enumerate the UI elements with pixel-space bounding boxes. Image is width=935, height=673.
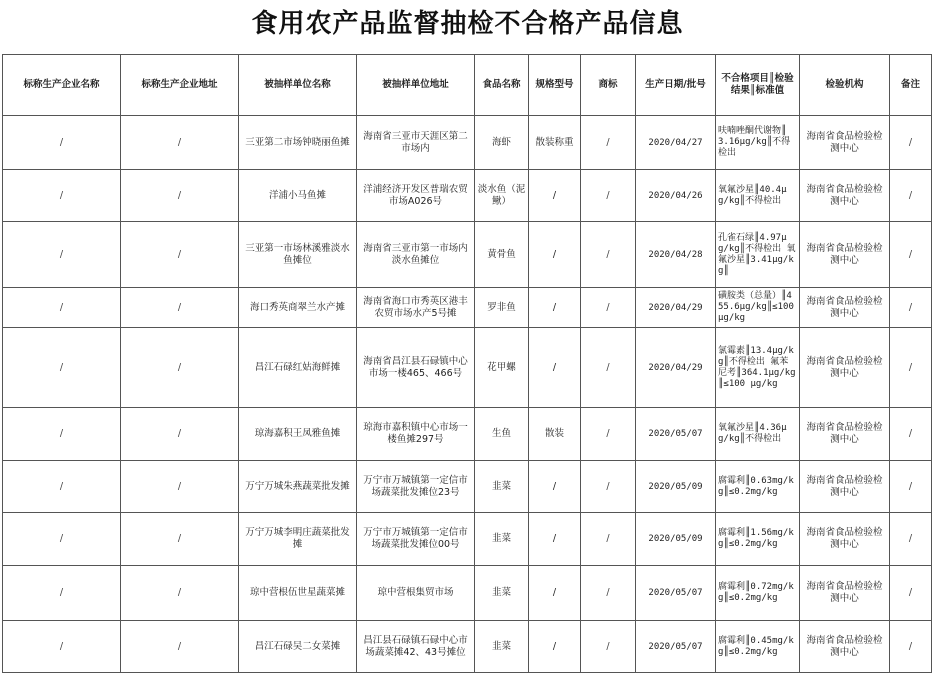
cell-unit: 万宁万城李明庄蔬菜批发摊 <box>239 513 357 566</box>
cell-mfr-name: / <box>3 566 121 621</box>
header-date: 生产日期/批号 <box>636 55 716 116</box>
cell-note: / <box>890 621 932 673</box>
header-brand: 商标 <box>581 55 636 116</box>
cell-mfr-addr: / <box>121 288 239 328</box>
header-unit-addr: 被抽样单位地址 <box>357 55 475 116</box>
cell-unit: 昌江石碌红姑海鲜摊 <box>239 328 357 408</box>
cell-unit-addr: 海南省三亚市天涯区第二市场内 <box>357 116 475 170</box>
cell-item: 氧氟沙星║4.36μg/kg║不得检出 <box>716 408 800 461</box>
table-row <box>3 566 932 621</box>
cell-brand: / <box>581 222 636 288</box>
cell-food: 海虾 <box>475 116 529 170</box>
cell-item: 腐霉利║0.72mg/kg║≤0.2mg/kg <box>716 566 800 621</box>
cell-org: 海南省食品检验检测中心 <box>800 461 890 513</box>
cell-spec: / <box>529 288 581 328</box>
cell-spec: / <box>529 328 581 408</box>
cell-mfr-name: / <box>3 328 121 408</box>
cell-unit: 琼中营根伍世星蔬菜摊 <box>239 566 357 621</box>
cell-note: / <box>890 116 932 170</box>
cell-food: 韭菜 <box>475 461 529 513</box>
cell-date: 2020/05/09 <box>636 461 716 513</box>
cell-brand: / <box>581 408 636 461</box>
cell-item: 孔雀石绿║4.97μg/kg║不得检出 氧氟沙星║3.41μg/kg║ <box>716 222 800 288</box>
header-unit: 被抽样单位名称 <box>239 55 357 116</box>
header-note: 备注 <box>890 55 932 116</box>
cell-brand: / <box>581 116 636 170</box>
cell-unit-addr: 昌江县石碌镇石碌中心市场蔬菜摊42、43号摊位 <box>357 621 475 673</box>
table-row <box>3 328 932 408</box>
cell-mfr-name: / <box>3 288 121 328</box>
cell-date: 2020/04/29 <box>636 288 716 328</box>
cell-mfr-addr: / <box>121 461 239 513</box>
cell-note: / <box>890 222 932 288</box>
cell-unit: 万宁万城朱燕蔬菜批发摊 <box>239 461 357 513</box>
cell-spec: 散装 <box>529 408 581 461</box>
cell-unit-addr: 海南省昌江县石碌镇中心市场一楼465、466号 <box>357 328 475 408</box>
cell-spec: / <box>529 461 581 513</box>
cell-item: 氯霉素║13.4μg/kg║不得检出 氟苯尼考║364.1μg/kg║≤100 μg/kg <box>716 328 800 408</box>
cell-mfr-name: / <box>3 222 121 288</box>
cell-unit: 三亚第一市场林溪雅淡水鱼摊位 <box>239 222 357 288</box>
cell-mfr-addr: / <box>121 116 239 170</box>
cell-item: 磺胺类（总量）║455.6μg/kg║≤100μg/kg <box>716 288 800 328</box>
header-org: 检验机构 <box>800 55 890 116</box>
table-header-row <box>3 55 932 116</box>
cell-note: / <box>890 288 932 328</box>
cell-unit-addr: 万宁市万城镇第一定信市场蔬菜批发摊位00号 <box>357 513 475 566</box>
cell-unit-addr: 洋浦经济开发区普瑞农贸市场A026号 <box>357 170 475 222</box>
cell-food: 韭菜 <box>475 566 529 621</box>
table-row <box>3 222 932 288</box>
cell-unit-addr: 海南省三亚市第一市场内淡水鱼摊位 <box>357 222 475 288</box>
table-row <box>3 621 932 673</box>
cell-brand: / <box>581 513 636 566</box>
cell-mfr-name: / <box>3 461 121 513</box>
cell-date: 2020/04/27 <box>636 116 716 170</box>
cell-unit-addr: 琼海市嘉积镇中心市场一楼鱼摊297号 <box>357 408 475 461</box>
cell-item: 腐霉利║0.45mg/kg║≤0.2mg/kg <box>716 621 800 673</box>
cell-note: / <box>890 328 932 408</box>
cell-unit: 昌江石碌吴二女菜摊 <box>239 621 357 673</box>
header-mfr-addr: 标称生产企业地址 <box>121 55 239 116</box>
cell-org: 海南省食品检验检测中心 <box>800 513 890 566</box>
header-food: 食品名称 <box>475 55 529 116</box>
table-row <box>3 408 932 461</box>
cell-org: 海南省食品检验检测中心 <box>800 408 890 461</box>
cell-date: 2020/04/28 <box>636 222 716 288</box>
cell-note: / <box>890 513 932 566</box>
cell-spec: / <box>529 170 581 222</box>
cell-brand: / <box>581 461 636 513</box>
cell-brand: / <box>581 621 636 673</box>
cell-org: 海南省食品检验检测中心 <box>800 328 890 408</box>
cell-spec: / <box>529 566 581 621</box>
cell-item: 氧氟沙星║40.4μg/kg║不得检出 <box>716 170 800 222</box>
cell-date: 2020/04/29 <box>636 328 716 408</box>
cell-food: 黄骨鱼 <box>475 222 529 288</box>
cell-mfr-name: / <box>3 116 121 170</box>
header-spec: 规格型号 <box>529 55 581 116</box>
cell-item: 呋喃唑酮代谢物║3.16μg/kg║不得检出 <box>716 116 800 170</box>
cell-brand: / <box>581 288 636 328</box>
cell-note: / <box>890 461 932 513</box>
cell-item: 腐霉利║1.56mg/kg║≤0.2mg/kg <box>716 513 800 566</box>
results-table <box>2 54 932 673</box>
cell-brand: / <box>581 170 636 222</box>
cell-mfr-addr: / <box>121 621 239 673</box>
cell-unit-addr: 万宁市万城镇第一定信市场蔬菜批发摊位23号 <box>357 461 475 513</box>
page-title: 食用农产品监督抽检不合格产品信息 <box>251 9 684 39</box>
cell-mfr-name: / <box>3 621 121 673</box>
cell-org: 海南省食品检验检测中心 <box>800 170 890 222</box>
cell-spec: / <box>529 621 581 673</box>
cell-date: 2020/05/09 <box>636 513 716 566</box>
cell-mfr-addr: / <box>121 222 239 288</box>
cell-mfr-addr: / <box>121 566 239 621</box>
cell-unit: 三亚第二市场钟晓丽鱼摊 <box>239 116 357 170</box>
cell-mfr-addr: / <box>121 408 239 461</box>
cell-org: 海南省食品检验检测中心 <box>800 116 890 170</box>
table-row <box>3 116 932 170</box>
cell-note: / <box>890 566 932 621</box>
cell-spec: / <box>529 222 581 288</box>
cell-unit: 琼海嘉积王凤雅鱼摊 <box>239 408 357 461</box>
cell-date: 2020/05/07 <box>636 566 716 621</box>
cell-mfr-addr: / <box>121 170 239 222</box>
cell-food: 花甲螺 <box>475 328 529 408</box>
cell-unit-addr: 琼中营根集贸市场 <box>357 566 475 621</box>
cell-food: 淡水鱼（泥鳅） <box>475 170 529 222</box>
cell-note: / <box>890 170 932 222</box>
cell-unit: 洋浦小马鱼摊 <box>239 170 357 222</box>
cell-mfr-addr: / <box>121 513 239 566</box>
cell-food: 罗非鱼 <box>475 288 529 328</box>
cell-food: 韭菜 <box>475 621 529 673</box>
cell-date: 2020/05/07 <box>636 408 716 461</box>
cell-mfr-name: / <box>3 513 121 566</box>
cell-mfr-name: / <box>3 408 121 461</box>
cell-org: 海南省食品检验检测中心 <box>800 621 890 673</box>
cell-brand: / <box>581 328 636 408</box>
table-row <box>3 170 932 222</box>
cell-date: 2020/04/26 <box>636 170 716 222</box>
cell-mfr-addr: / <box>121 328 239 408</box>
cell-food: 生鱼 <box>475 408 529 461</box>
header-mfr-name: 标称生产企业名称 <box>3 55 121 116</box>
cell-mfr-name: / <box>3 170 121 222</box>
cell-org: 海南省食品检验检测中心 <box>800 288 890 328</box>
cell-org: 海南省食品检验检测中心 <box>800 222 890 288</box>
cell-date: 2020/05/07 <box>636 621 716 673</box>
cell-item: 腐霉利║0.63mg/kg║≤0.2mg/kg <box>716 461 800 513</box>
cell-unit-addr: 海南省海口市秀英区港丰农贸市场水产5号摊 <box>357 288 475 328</box>
table-row <box>3 288 932 328</box>
cell-note: / <box>890 408 932 461</box>
table-row <box>3 461 932 513</box>
cell-food: 韭菜 <box>475 513 529 566</box>
cell-spec: / <box>529 513 581 566</box>
header-item: 不合格项目║检验结果║标准值 <box>716 55 800 116</box>
table-row <box>3 513 932 566</box>
cell-spec: 散装称重 <box>529 116 581 170</box>
cell-org: 海南省食品检验检测中心 <box>800 566 890 621</box>
cell-brand: / <box>581 566 636 621</box>
cell-unit: 海口秀英商翠兰水产摊 <box>239 288 357 328</box>
